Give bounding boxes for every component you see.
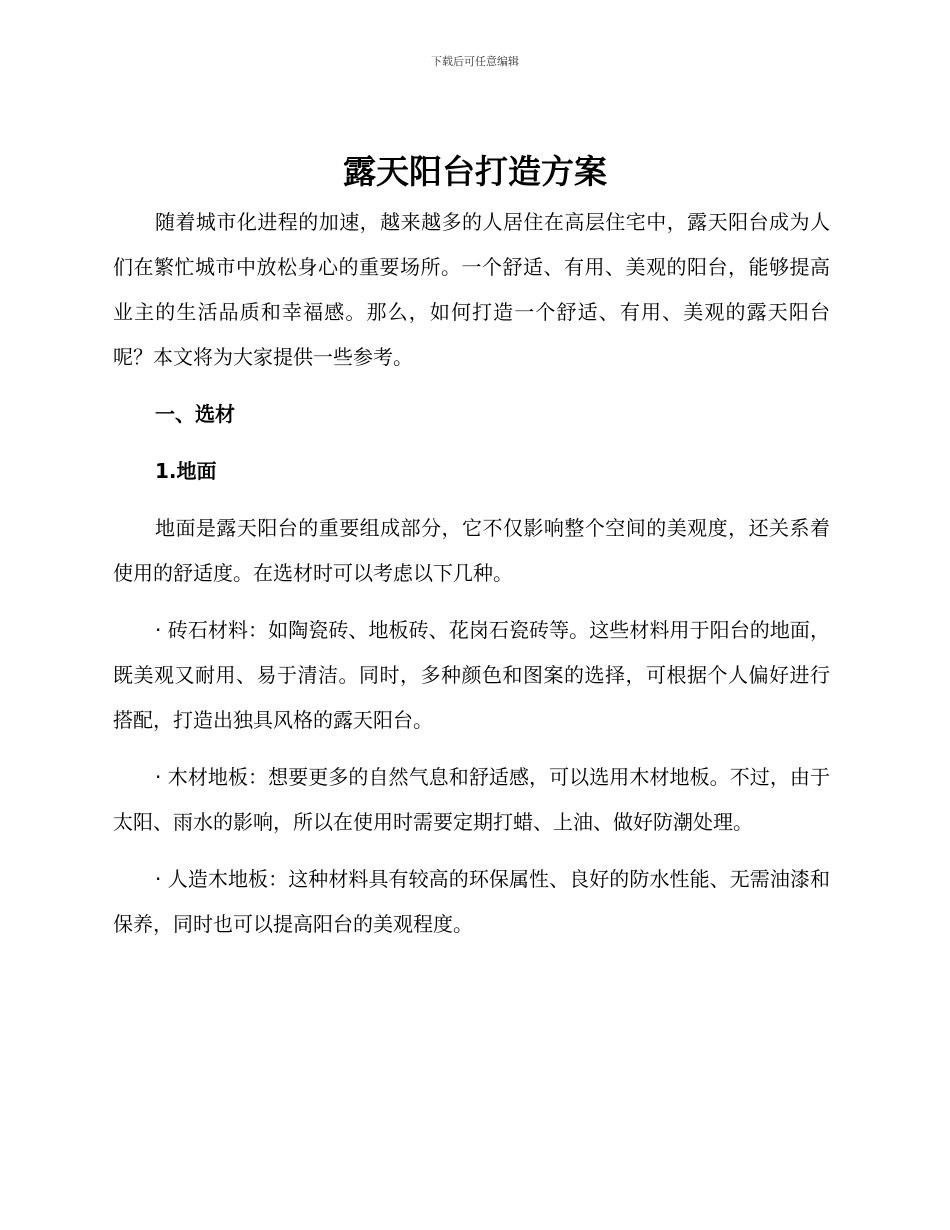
intro-paragraph: 随着城市化进程的加速，越来越多的人居住在高层住宅中，露天阳台成为人们在繁忙城市中放松身心的重要场所。一个舒适、有用、美观的阳台，能够提高业主的生活品质和幸福感。那么，如何打造一个舒适、有用、美观的露天阳台呢？本文将为大家提供一些参考。 <box>113 210 830 369</box>
bullet-item-tile: · 砖石材料：如陶瓷砖、地板砖、花岗石瓷砖等。这些材料用于阳台的地面，既美观又耐用、易于清洁。同时，多种颜色和图案的选择，可根据个人偏好进行搭配，打造出独具风格的露天阳台。 <box>113 618 830 732</box>
subsection-heading: 1.地面 <box>155 459 217 483</box>
subsection-intro-paragraph: 地面是露天阳台的重要组成部分，它不仅影响整个空间的美观度，还关系着使用的舒适度。在选材时可以考虑以下几种。 <box>113 516 830 585</box>
header-note: 下载后可任意编辑 <box>431 55 519 68</box>
bullet-item-wood: · 木材地板：想要更多的自然气息和舒适感，可以选用木材地板。不过，由于太阳、雨水的影响，所以在使用时需要定期打蜡、上油、做好防潮处理。 <box>113 765 830 834</box>
document-body <box>113 200 830 947</box>
section-heading: 一、选材 <box>155 402 235 426</box>
bullet-item-composite-wood: · 人造木地板：这种材料具有较高的环保属性、良好的防水性能、无需油漆和保养，同时也可以提高阳台的美观程度。 <box>113 867 830 936</box>
document-title: 露天阳台打造方案 <box>343 152 607 191</box>
